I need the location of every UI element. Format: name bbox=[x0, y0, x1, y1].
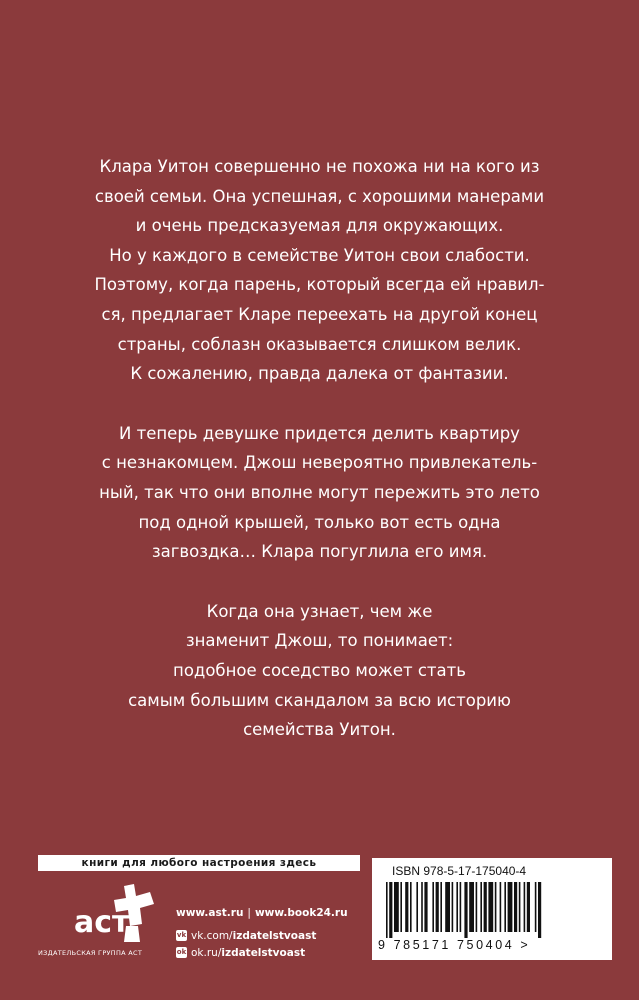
vk-prefix: vk.com/ bbox=[191, 929, 233, 942]
barcode-bar bbox=[495, 882, 497, 932]
barcode-bar bbox=[504, 882, 506, 932]
website-links bbox=[176, 904, 376, 921]
barcode-icon bbox=[380, 882, 604, 938]
barcode-bar bbox=[400, 882, 402, 932]
link-ast[interactable]: www.ast.ru bbox=[176, 906, 244, 919]
barcode-bar bbox=[514, 882, 517, 932]
blurb-paragraph-2 bbox=[0, 419, 639, 567]
barcode-bar bbox=[535, 882, 537, 932]
blurb-line: и очень предсказуемая для окружающих. bbox=[135, 216, 504, 236]
ok-prefix: ok.ru/ bbox=[191, 946, 222, 959]
barcode-bar bbox=[394, 882, 399, 932]
blurb-line: И теперь девушке придется делить квартиру bbox=[119, 423, 520, 443]
blurb-line: Поэтому, когда парень, который всегда ей нравил- bbox=[94, 275, 545, 295]
vk-link-row[interactable] bbox=[176, 927, 376, 944]
ok-icon: ok bbox=[176, 948, 187, 956]
barcode-bar bbox=[464, 882, 467, 938]
publisher-logo bbox=[38, 880, 170, 960]
barcode-bar bbox=[421, 882, 423, 932]
barcode-bar bbox=[484, 882, 487, 932]
barcode-bar bbox=[452, 882, 454, 932]
blurb-line: с незнакомцем. Джош невероятно привлекатель- bbox=[101, 453, 538, 473]
barcode-bar bbox=[500, 882, 502, 932]
isbn-label: ISBN 978-5-17-175040-4 bbox=[392, 864, 527, 878]
isbn-digits: 9 785171 750404 > bbox=[378, 938, 531, 952]
barcode-bar bbox=[416, 882, 418, 932]
vk-icon: vk bbox=[176, 931, 187, 939]
barcode-bar bbox=[480, 882, 482, 932]
blurb-line: страны, соблазн оказывается слишком велик. bbox=[117, 334, 522, 354]
barcode-bar bbox=[405, 882, 408, 932]
blurb-paragraph-3 bbox=[0, 597, 639, 745]
blurb-paragraph-1 bbox=[0, 152, 639, 389]
slogan-banner: книги для любого настроения здесь bbox=[38, 855, 360, 871]
ok-link-row[interactable] bbox=[176, 944, 376, 961]
blurb-line: под одной крышей, только вот есть одна bbox=[138, 512, 501, 532]
barcode-bar bbox=[389, 882, 392, 938]
blurb-line: К сожалению, правда далека от фантазии. bbox=[130, 364, 509, 384]
vk-handle: izdatelstvoast bbox=[232, 929, 317, 942]
barcode-bar bbox=[508, 882, 513, 932]
barcode-bar bbox=[527, 882, 530, 932]
barcode-bar bbox=[386, 882, 388, 938]
back-cover-blurb bbox=[0, 152, 639, 745]
blurb-line: Но у каждого в семействе Уитон свои слабости. bbox=[109, 245, 530, 265]
isbn-barcode-box bbox=[372, 858, 612, 960]
barcode-bar bbox=[460, 882, 462, 932]
ast-logo-lettering: аст bbox=[74, 905, 130, 940]
ok-handle: izdatelstvoast bbox=[221, 946, 306, 959]
blurb-line: семейства Уитон. bbox=[243, 720, 396, 740]
blurb-line: ный, так что они вполне могут пережить это лето bbox=[99, 482, 540, 502]
barcode-bar bbox=[424, 882, 427, 932]
blurb-line: Когда она узнает, чем же bbox=[206, 601, 433, 621]
publisher-caption: ИЗДАТЕЛЬСКАЯ ГРУППА АСТ bbox=[38, 949, 143, 957]
barcode-bar bbox=[476, 882, 478, 932]
blurb-line: знаменит Джош, то понимает: bbox=[185, 631, 454, 651]
barcode-bar bbox=[440, 882, 442, 932]
barcode-bar bbox=[519, 882, 521, 932]
barcode-bar bbox=[432, 882, 434, 932]
publisher-links bbox=[176, 904, 376, 961]
barcode-bar bbox=[436, 882, 439, 932]
barcode-bar bbox=[410, 882, 412, 932]
barcode-bar bbox=[488, 882, 493, 932]
link-separator: | bbox=[247, 906, 251, 919]
blurb-line: самым большим скандалом за всю историю bbox=[128, 690, 511, 710]
barcode-bar bbox=[524, 882, 526, 932]
barcode-bar bbox=[456, 882, 458, 932]
barcode-bar bbox=[538, 882, 541, 938]
ast-logo-icon bbox=[38, 880, 170, 948]
link-book24[interactable]: www.book24.ru bbox=[254, 906, 348, 919]
blurb-line: загвоздка… Клара погуглила его имя. bbox=[151, 542, 488, 562]
blurb-line: ся, предлагает Кларе переехать на другой конец bbox=[101, 304, 538, 324]
blurb-line: подобное соседство может стать bbox=[173, 660, 466, 680]
barcode-bar bbox=[445, 882, 450, 932]
blurb-line: своей семьи. Она успешная, с хорошими манерами bbox=[94, 186, 545, 206]
blurb-line: Клара Уитон совершенно не похожа ни на кого из bbox=[99, 157, 540, 176]
barcode-bar bbox=[469, 882, 474, 932]
